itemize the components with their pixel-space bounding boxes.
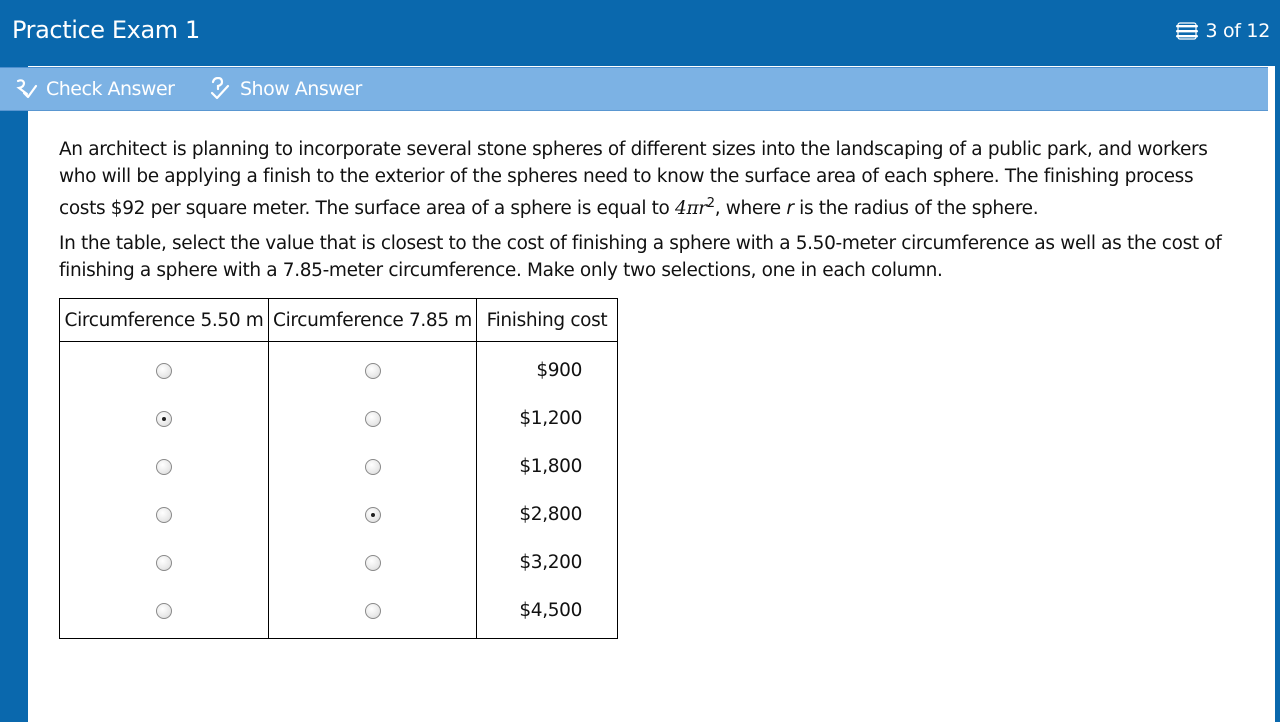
question-text <box>59 136 1229 292</box>
radio-7-85-row-4[interactable] <box>365 507 381 523</box>
page-title: Practice Exam 1 <box>12 16 200 44</box>
answer-table <box>59 298 618 639</box>
header-finishing-cost: Finishing cost <box>477 299 618 342</box>
show-answer-icon <box>208 77 232 101</box>
radio-5-50-row-4[interactable] <box>156 507 172 523</box>
cost-value: $3,200 <box>477 538 618 586</box>
radio-5-50-row-1[interactable] <box>156 363 172 379</box>
radio-5-50-row-6[interactable] <box>156 603 172 619</box>
radio-5-50-row-3[interactable] <box>156 459 172 475</box>
question-counter <box>1175 20 1270 42</box>
check-answer-button[interactable] <box>14 68 174 110</box>
header-circumference-5-50: Circumference 5.50 m <box>60 299 269 342</box>
table-row <box>60 490 618 538</box>
title-bar <box>0 0 1280 66</box>
radio-5-50-row-5[interactable] <box>156 555 172 571</box>
check-answer-label: Check Answer <box>46 78 175 100</box>
table-row <box>60 442 618 490</box>
radio-7-85-row-2[interactable] <box>365 411 381 427</box>
radio-7-85-row-5[interactable] <box>365 555 381 571</box>
formula: $4\pi r^2$ <box>675 196 715 220</box>
list-icon <box>1175 22 1199 40</box>
radio-7-85-row-3[interactable] <box>365 459 381 475</box>
cost-value: $4,500 <box>477 586 618 639</box>
table-row <box>60 394 618 442</box>
header-circumference-7-85: Circumference 7.85 m <box>269 299 477 342</box>
radio-5-50-row-2[interactable] <box>156 411 172 427</box>
table-row <box>60 342 618 395</box>
table-row <box>60 538 618 586</box>
check-answer-icon <box>14 78 38 100</box>
cost-value: $2,800 <box>477 490 618 538</box>
radio-7-85-row-1[interactable] <box>365 363 381 379</box>
cost-value: $900 <box>477 342 618 395</box>
radio-7-85-row-6[interactable] <box>365 603 381 619</box>
table-row <box>60 586 618 639</box>
question-paragraph-1: An architect is planning to incorporate several stone spheres of different sizes into the landscaping of a public park, and workers who will be applying a finish to the exterior of the spheres need to know the surface area of each sphere. The finishing process costs $92 per square meter. The surface area of a sphere is equal to $4\pi r^2$, where r is the radius of the sphere. <box>59 139 1208 220</box>
toolbar <box>0 67 1268 111</box>
cost-value: $1,200 <box>477 394 618 442</box>
frame-right <box>1275 0 1280 722</box>
show-answer-label: Show Answer <box>240 78 362 100</box>
counter-label: 3 of 12 <box>1205 20 1270 42</box>
question-paragraph-2: In the table, select the value that is closest to the cost of finishing a sphere with a 5.50-meter circumference as well as the cost of finishing a sphere with a 7.85-meter circumference. Make only two selections, one in each column. <box>59 233 1222 282</box>
cost-value: $1,800 <box>477 442 618 490</box>
show-answer-button[interactable] <box>208 68 362 110</box>
